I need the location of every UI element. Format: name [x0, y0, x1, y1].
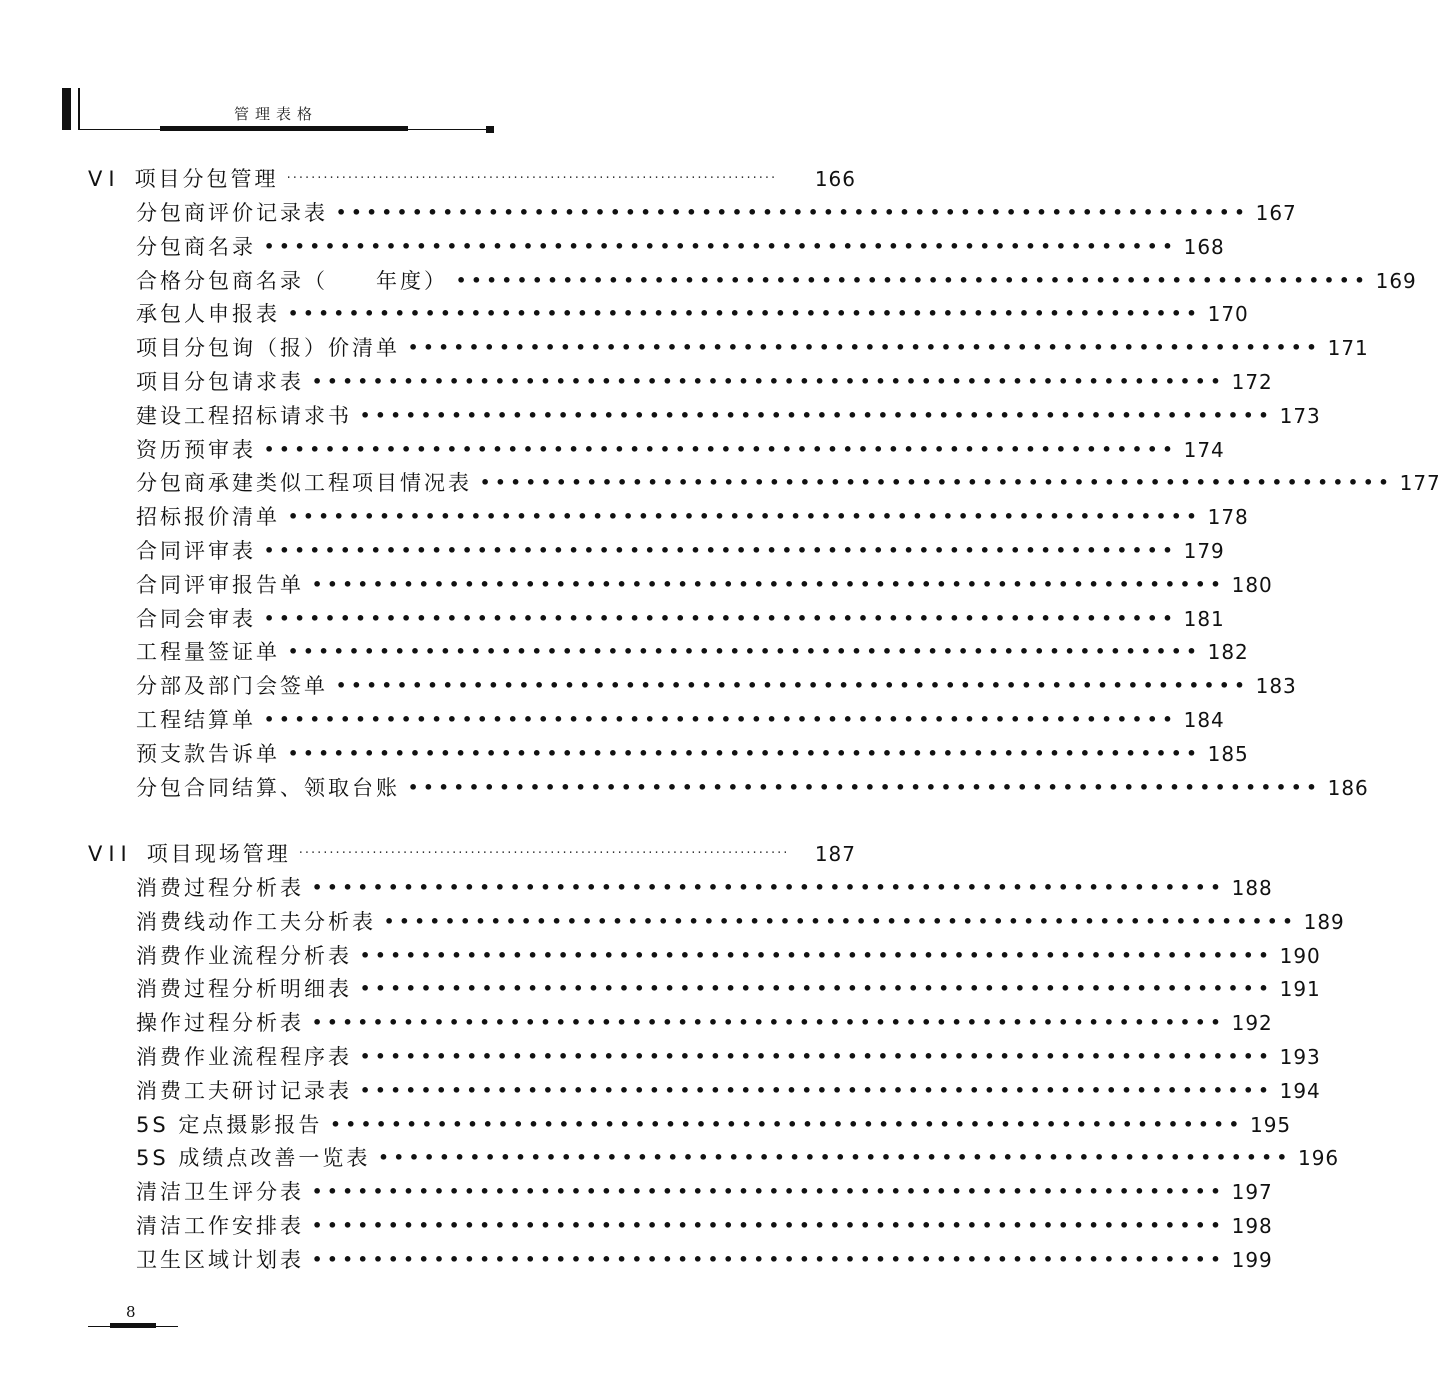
toc-entry[interactable] [136, 1076, 1321, 1106]
toc-entry-page-number: 184 [1183, 708, 1225, 732]
toc-entry-page-number: 170 [1207, 302, 1249, 327]
toc-entry[interactable] [136, 1110, 1292, 1140]
toc-entry-label: 分包商名录 [136, 234, 256, 259]
section-numeral: VI [88, 167, 121, 191]
toc-entry-page-number: 195 [1249, 1112, 1292, 1137]
section-title: 项目分包管理 [134, 167, 279, 191]
dot-leader: •••••••••••••••••••••••••••••••••••••••••••••••••••••••••••• [264, 541, 1178, 560]
header-thick-bar [62, 88, 71, 130]
toc-entry-label: 5S 成绩点改善一览表 [136, 1146, 371, 1171]
toc-entry-page-number: 178 [1207, 505, 1249, 530]
toc-entry[interactable] [136, 367, 1273, 397]
toc-entry[interactable] [136, 198, 1297, 228]
dot-leader: •••••••••••••••••••••••••••••••••••••••••••••••••••••••••••• [264, 608, 1178, 628]
toc-entry-label: 分包合同结算、领取台账 [136, 775, 400, 800]
toc-entry-page-number: 192 [1231, 1011, 1273, 1036]
toc-entry-label: 消费作业流程程序表 [136, 1045, 352, 1069]
toc-entry-page-number: 185 [1207, 741, 1249, 766]
toc-entry[interactable] [136, 773, 1369, 803]
dot-leader: •••••••••••••••••••••••••••••••••••••••••••••••••••••••••••• [288, 507, 1202, 527]
dot-leader: •••••••••••••••••••••••••••••••••••••••••••••••••••••••••••• [360, 979, 1274, 999]
section-title: 项目现场管理 [146, 842, 291, 866]
toc-entry-page-number: 189 [1303, 909, 1345, 934]
section-page-number: 187 [814, 842, 856, 866]
toc-entry-label: 5S 定点摄影报告 [136, 1112, 323, 1137]
toc-entry[interactable] [136, 299, 1249, 329]
toc-entry-label: 资历预审表 [136, 437, 256, 462]
dot-leader: •••••••••••••••••••••••••••••••••••••••••••••••••••••••••••• [264, 439, 1178, 459]
toc-entry-label: 承包人申报表 [136, 302, 280, 327]
dot-leader: •••••••••••••••••••••••••••••••••••••••••••••••••••••••••••• [480, 473, 1394, 493]
toc-entry[interactable] [136, 671, 1297, 701]
toc-entry-page-number: 172 [1231, 370, 1273, 394]
dot-leader: •••••••••••••••••••••••••••••••••••••••••••••••••••••••••••• [330, 1114, 1244, 1134]
section-numeral: VII [88, 842, 133, 866]
toc-entry-page-number: 181 [1183, 606, 1225, 631]
toc-entry-label: 消费过程分析明细表 [136, 977, 352, 1002]
toc-entry-label: 消费工夫研讨记录表 [136, 1078, 352, 1103]
toc-entry[interactable] [136, 468, 1441, 498]
toc-section-heading[interactable] [88, 164, 856, 194]
toc-entry-page-number: 191 [1279, 977, 1321, 1002]
toc-entry-label: 合同评审表 [136, 539, 256, 563]
toc-entry-label: 工程结算单 [136, 708, 256, 732]
toc-section-heading[interactable] [88, 839, 856, 869]
dot-leader: •••••••••••••••••••••••••••••••••••••••••••••••••••••••••••• [288, 743, 1202, 763]
toc-entry[interactable] [136, 266, 1417, 296]
dot-leader: •••••••••••••••••••••••••••••••••••••••••••••••••••••••••••• [312, 1013, 1226, 1033]
toc-entry[interactable] [136, 907, 1345, 937]
dot-leader: ················································································ [298, 846, 790, 861]
toc-entry-label: 分部及部门会签单 [136, 674, 328, 699]
dot-leader: •••••••••••••••••••••••••••••••••••••••••••••••••••••••••••• [336, 676, 1250, 696]
dot-leader: •••••••••••••••••••••••••••••••••••••••••••••••••••••••••••• [456, 270, 1370, 290]
dot-leader: •••••••••••••••••••••••••••••••••••••••••••••••••••••••••••• [408, 338, 1322, 358]
toc-entry[interactable] [136, 1177, 1273, 1207]
toc-entry-page-number: 177 [1399, 471, 1441, 496]
toc-entry[interactable] [136, 1008, 1273, 1038]
toc-entry-label: 工程量签证单 [136, 640, 280, 665]
dot-leader: •••••••••••••••••••••••••••••••••••••••••••••••••••••••••••• [312, 574, 1226, 594]
toc-entry-page-number: 179 [1183, 539, 1225, 563]
toc-entry-page-number: 198 [1231, 1214, 1273, 1238]
toc-entry[interactable] [136, 333, 1369, 363]
toc-entry[interactable] [136, 1245, 1273, 1275]
toc-entry-page-number: 193 [1279, 1045, 1321, 1069]
toc-entry-page-number: 171 [1327, 336, 1369, 361]
toc-entry-label: 清洁卫生评分表 [136, 1180, 304, 1205]
toc-entry[interactable] [136, 1211, 1273, 1241]
toc-entry[interactable] [136, 873, 1273, 903]
dot-leader: •••••••••••••••••••••••••••••••••••••••••••••••••••••••••••• [312, 1249, 1226, 1269]
toc-entry[interactable] [136, 941, 1321, 971]
header-thin-bar [78, 88, 80, 130]
dot-leader: •••••••••••••••••••••••••••••••••••••••••••••••••••••••••••• [312, 1182, 1226, 1202]
toc-entry-page-number: 186 [1327, 775, 1369, 800]
toc-entry-page-number: 182 [1207, 640, 1249, 665]
toc-entry[interactable] [136, 570, 1273, 600]
dot-leader: •••••••••••••••••••••••••••••••••••••••••••••••••••••••••••• [360, 405, 1274, 425]
toc-entry-page-number: 199 [1231, 1247, 1273, 1272]
toc-entry[interactable] [136, 705, 1225, 735]
dot-leader: •••••••••••••••••••••••••••••••••••••••••••••••••••••••••••• [312, 1216, 1226, 1235]
toc-entry-page-number: 190 [1279, 943, 1321, 968]
toc-entry[interactable] [136, 502, 1249, 532]
toc-entry[interactable] [136, 232, 1225, 262]
toc-entry[interactable] [136, 1042, 1321, 1072]
toc-entry-page-number: 183 [1255, 674, 1297, 699]
toc-entry[interactable] [136, 536, 1225, 566]
dot-leader: •••••••••••••••••••••••••••••••••••••••••••••••••••••••••••• [378, 1148, 1292, 1168]
toc-entry-label: 合同评审报告单 [136, 572, 304, 597]
dot-leader: •••••••••••••••••••••••••••••••••••••••••••••••••••••••••••• [288, 642, 1202, 662]
dot-leader: •••••••••••••••••••••••••••••••••••••••••••••••••••••••••••• [360, 1047, 1274, 1066]
header-end-mark [486, 126, 494, 133]
toc-entry-label: 消费过程分析表 [136, 876, 304, 900]
toc-entry-label: 操作过程分析表 [136, 1011, 304, 1036]
toc-entry-page-number: 188 [1231, 876, 1273, 900]
dot-leader: •••••••••••••••••••••••••••••••••••••••••••••••••••••••••••• [264, 710, 1178, 729]
dot-leader: •••••••••••••••••••••••••••••••••••••••••••••••••••••••••••• [408, 777, 1322, 797]
toc-entry-page-number: 196 [1297, 1146, 1340, 1171]
toc-entry[interactable] [136, 435, 1225, 465]
toc-entry-label: 合同会审表 [136, 606, 256, 631]
dot-leader: •••••••••••••••••••••••••••••••••••••••••••••••••••••••••••• [288, 304, 1202, 324]
toc-entry[interactable] [136, 739, 1249, 769]
dot-leader: ················································································ [286, 171, 778, 186]
toc-entry[interactable] [136, 401, 1321, 431]
toc-entry-page-number: 169 [1375, 268, 1417, 293]
toc-entry-label: 消费作业流程分析表 [136, 943, 352, 968]
toc-entry-label: 清洁工作安排表 [136, 1214, 304, 1238]
dot-leader: •••••••••••••••••••••••••••••••••••••••••••••••••••••••••••• [336, 203, 1250, 222]
page-number: 8 [126, 1303, 136, 1321]
toc-entry-label: 项目分包请求表 [136, 370, 304, 394]
toc-entry-page-number: 167 [1255, 201, 1297, 225]
dot-leader: •••••••••••••••••••••••••••••••••••••••••••••••••••••••••••• [312, 878, 1226, 897]
toc-entry-label: 建设工程招标请求书 [136, 403, 352, 428]
toc-entry[interactable] [136, 637, 1249, 667]
toc-entry-page-number: 168 [1183, 234, 1225, 259]
toc-entry-page-number: 173 [1279, 403, 1321, 428]
toc-entry-page-number: 197 [1231, 1180, 1273, 1205]
toc-entry[interactable] [136, 604, 1225, 634]
dot-leader: •••••••••••••••••••••••••••••••••••••••••••••••••••••••••••• [264, 236, 1178, 256]
toc-entry-page-number: 174 [1183, 437, 1225, 462]
toc-entry-label: 消费线动作工夫分析表 [136, 909, 376, 934]
toc-entry-label: 合格分包商名录（ 年度） [136, 268, 448, 293]
toc-entry-label: 卫生区域计划表 [136, 1247, 304, 1272]
toc-entry-label: 项目分包询（报）价清单 [136, 336, 400, 361]
toc-entry[interactable] [136, 974, 1321, 1004]
header-bold-rule [160, 126, 408, 131]
toc-entry[interactable] [136, 1143, 1340, 1173]
running-header-title: 管理表格 [234, 105, 319, 123]
dot-leader: •••••••••••••••••••••••••••••••••••••••••••••••••••••••••••• [360, 945, 1274, 965]
dot-leader: •••••••••••••••••••••••••••••••••••••••••••••••••••••••••••• [360, 1080, 1274, 1100]
toc-entry-label: 分包商评价记录表 [136, 201, 328, 225]
toc-entry-page-number: 194 [1279, 1078, 1321, 1103]
toc-entry-label: 预支款告诉单 [136, 741, 280, 766]
section-page-number: 166 [814, 167, 856, 191]
footer-bold-rule [110, 1323, 156, 1328]
toc-entry-label: 分包商承建类似工程项目情况表 [136, 471, 472, 496]
toc-entry-label: 招标报价清单 [136, 505, 280, 530]
dot-leader: •••••••••••••••••••••••••••••••••••••••••••••••••••••••••••• [312, 372, 1226, 391]
toc-entry-page-number: 180 [1231, 572, 1273, 597]
dot-leader: •••••••••••••••••••••••••••••••••••••••••••••••••••••••••••• [384, 911, 1298, 931]
